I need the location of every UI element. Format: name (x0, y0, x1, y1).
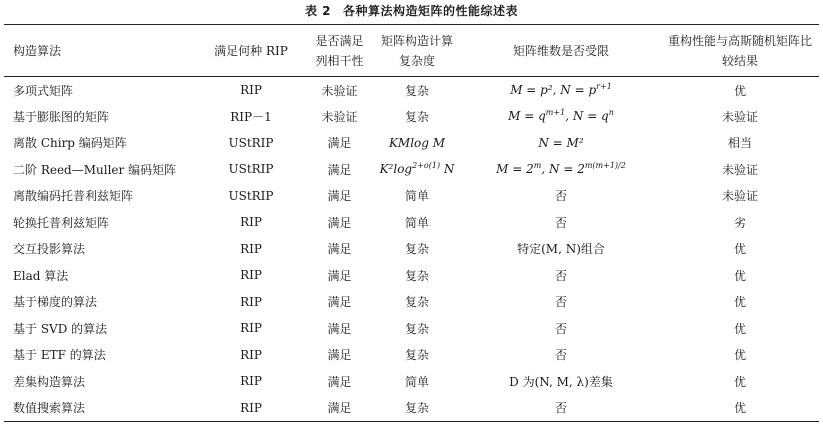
cell-algorithm: Elad 算法 (13, 268, 69, 283)
cell-complexity (373, 130, 461, 157)
cell-algorithm: 基于梯度的算法 (13, 295, 98, 310)
header-coherence: 是否满足列相干性 (315, 33, 364, 68)
cell-complexity: 简单 (404, 215, 429, 230)
cell-result: 优 (733, 83, 746, 98)
cell-result: 优 (733, 374, 746, 389)
cell-dimension: 否 (554, 215, 567, 230)
cell-coherence: 满足 (327, 348, 352, 363)
header-rip: 满足何种 RIP (214, 43, 288, 58)
cell-dimension (461, 236, 661, 263)
cell-complexity: 复杂 (404, 401, 429, 415)
header-result: 重构性能与高斯随机矩阵比较结果 (667, 33, 812, 68)
table-row (4, 236, 819, 263)
cell-rip: RIP (240, 347, 262, 362)
cell-complexity: 复杂 (404, 242, 429, 257)
cell-rip: RIP (240, 374, 262, 389)
cell-dimension: 否 (554, 321, 567, 336)
table-row (4, 368, 819, 395)
cell-coherence: 满足 (327, 189, 352, 204)
cell-result: 优 (733, 268, 746, 283)
cell-coherence: 满足 (327, 162, 352, 177)
cell-complexity: 复杂 (404, 109, 429, 124)
cell-dimension: 否 (554, 401, 567, 415)
formula-alt-dim: 特定(M, N)组合 (517, 242, 605, 257)
cell-algorithm: 差集构造算法 (13, 374, 86, 389)
cell-dimension: 否 (554, 268, 567, 283)
formula-expander-dim: $M = q^{m+1}$, $N = q^n$ (508, 108, 614, 124)
cell-rip: UStRIP (228, 162, 274, 177)
cell-algorithm: 基于 SVD 的算法 (13, 321, 108, 336)
formula-chirp-dim: N = M² (538, 135, 584, 150)
cell-rip: RIP (240, 241, 262, 256)
cell-rip: RIP (240, 400, 262, 415)
table-row (4, 77, 819, 104)
cell-result: 优 (733, 321, 746, 336)
header-algorithm: 构造算法 (13, 43, 62, 58)
cell-dimension (461, 156, 661, 183)
cell-dimension: 否 (554, 189, 567, 204)
cell-algorithm: 轮换托普利兹矩阵 (13, 215, 110, 230)
cell-coherence: 满足 (327, 295, 352, 310)
table-row (4, 262, 819, 289)
formula-poly-dim: M = p², $N = p^{r+1}$ (510, 82, 612, 97)
cell-algorithm: 二阶 Reed—Muller 编码矩阵 (13, 162, 177, 177)
table-row (4, 209, 819, 236)
cell-result: 相当 (727, 136, 752, 151)
table-row (4, 183, 819, 210)
header-row (4, 25, 819, 77)
cell-result: 优 (733, 401, 746, 415)
cell-result: 优 (733, 242, 746, 257)
cell-coherence: 未验证 (321, 109, 358, 124)
cell-result: 劣 (733, 215, 746, 230)
table-title: 各种算法构造矩阵的性能综述表 (343, 4, 519, 18)
cell-result: 优 (733, 295, 746, 310)
table-row (4, 342, 819, 369)
formula-chirp-complexity: KMlog M (388, 135, 446, 150)
cell-algorithm: 基于膨胀图的矩阵 (13, 109, 110, 124)
table-row (4, 395, 819, 422)
table-row (4, 103, 819, 130)
cell-complexity (373, 156, 461, 183)
cell-complexity: 简单 (404, 189, 429, 204)
cell-algorithm: 数值搜索算法 (13, 401, 86, 415)
cell-rip: RIP (240, 83, 262, 97)
cell-dimension (461, 130, 661, 157)
cell-dimension: 否 (554, 295, 567, 310)
cell-coherence: 满足 (327, 136, 352, 151)
cell-coherence: 未验证 (321, 83, 358, 98)
cell-rip: RIP (240, 294, 262, 309)
cell-coherence: 满足 (327, 321, 352, 336)
cell-complexity: 简单 (404, 374, 429, 389)
cell-rip: UStRIP (228, 188, 274, 203)
cell-dimension (461, 368, 661, 395)
cell-result: 未验证 (721, 189, 758, 204)
cell-rip: RIP (240, 215, 262, 230)
cell-complexity: 复杂 (404, 295, 429, 310)
cell-algorithm: 离散 Chirp 编码矩阵 (13, 136, 127, 151)
table-row (4, 130, 819, 157)
table-row (4, 315, 819, 342)
cell-dimension (461, 77, 661, 104)
cell-rip: RIP (240, 268, 262, 283)
cell-coherence: 满足 (327, 374, 352, 389)
cell-result: 优 (733, 348, 746, 363)
cell-algorithm: 基于 ETF 的算法 (13, 348, 106, 363)
cell-coherence: 满足 (327, 401, 352, 415)
cell-complexity: 复杂 (404, 268, 429, 283)
cell-rip: UStRIP (228, 135, 274, 150)
cell-algorithm: 多项式矩阵 (13, 83, 74, 98)
cell-dimension (461, 103, 661, 130)
cell-coherence: 满足 (327, 242, 352, 257)
cell-coherence: 满足 (327, 215, 352, 230)
table-caption (0, 2, 823, 19)
formula-diffset-dim: D 为(N, M, λ)差集 (509, 374, 613, 389)
cell-algorithm: 离散编码托普利兹矩阵 (13, 189, 134, 204)
cell-algorithm: 交互投影算法 (13, 242, 86, 257)
table-row (4, 289, 819, 316)
cell-rip: RIP－1 (230, 109, 272, 124)
cell-complexity: 复杂 (404, 348, 429, 363)
header-dimension: 矩阵维数是否受限 (512, 43, 609, 58)
formula-rm-dim: $M = 2^m$, $N = 2^{m(m+1)/2}$ (496, 161, 626, 177)
cell-coherence: 满足 (327, 268, 352, 283)
performance-table (4, 24, 819, 422)
header-complexity: 矩阵构造计算复杂度 (380, 33, 453, 68)
table-row (4, 156, 819, 183)
table-number: 表 2 (304, 4, 331, 18)
cell-result: 未验证 (721, 162, 758, 177)
cell-result: 未验证 (721, 109, 758, 124)
cell-complexity: 复杂 (404, 321, 429, 336)
cell-complexity: 复杂 (404, 83, 429, 98)
cell-dimension: 否 (554, 348, 567, 363)
cell-rip: RIP (240, 321, 262, 336)
formula-rm-complexity: $K^2\log^{2+o(1)}$ N (379, 161, 455, 177)
